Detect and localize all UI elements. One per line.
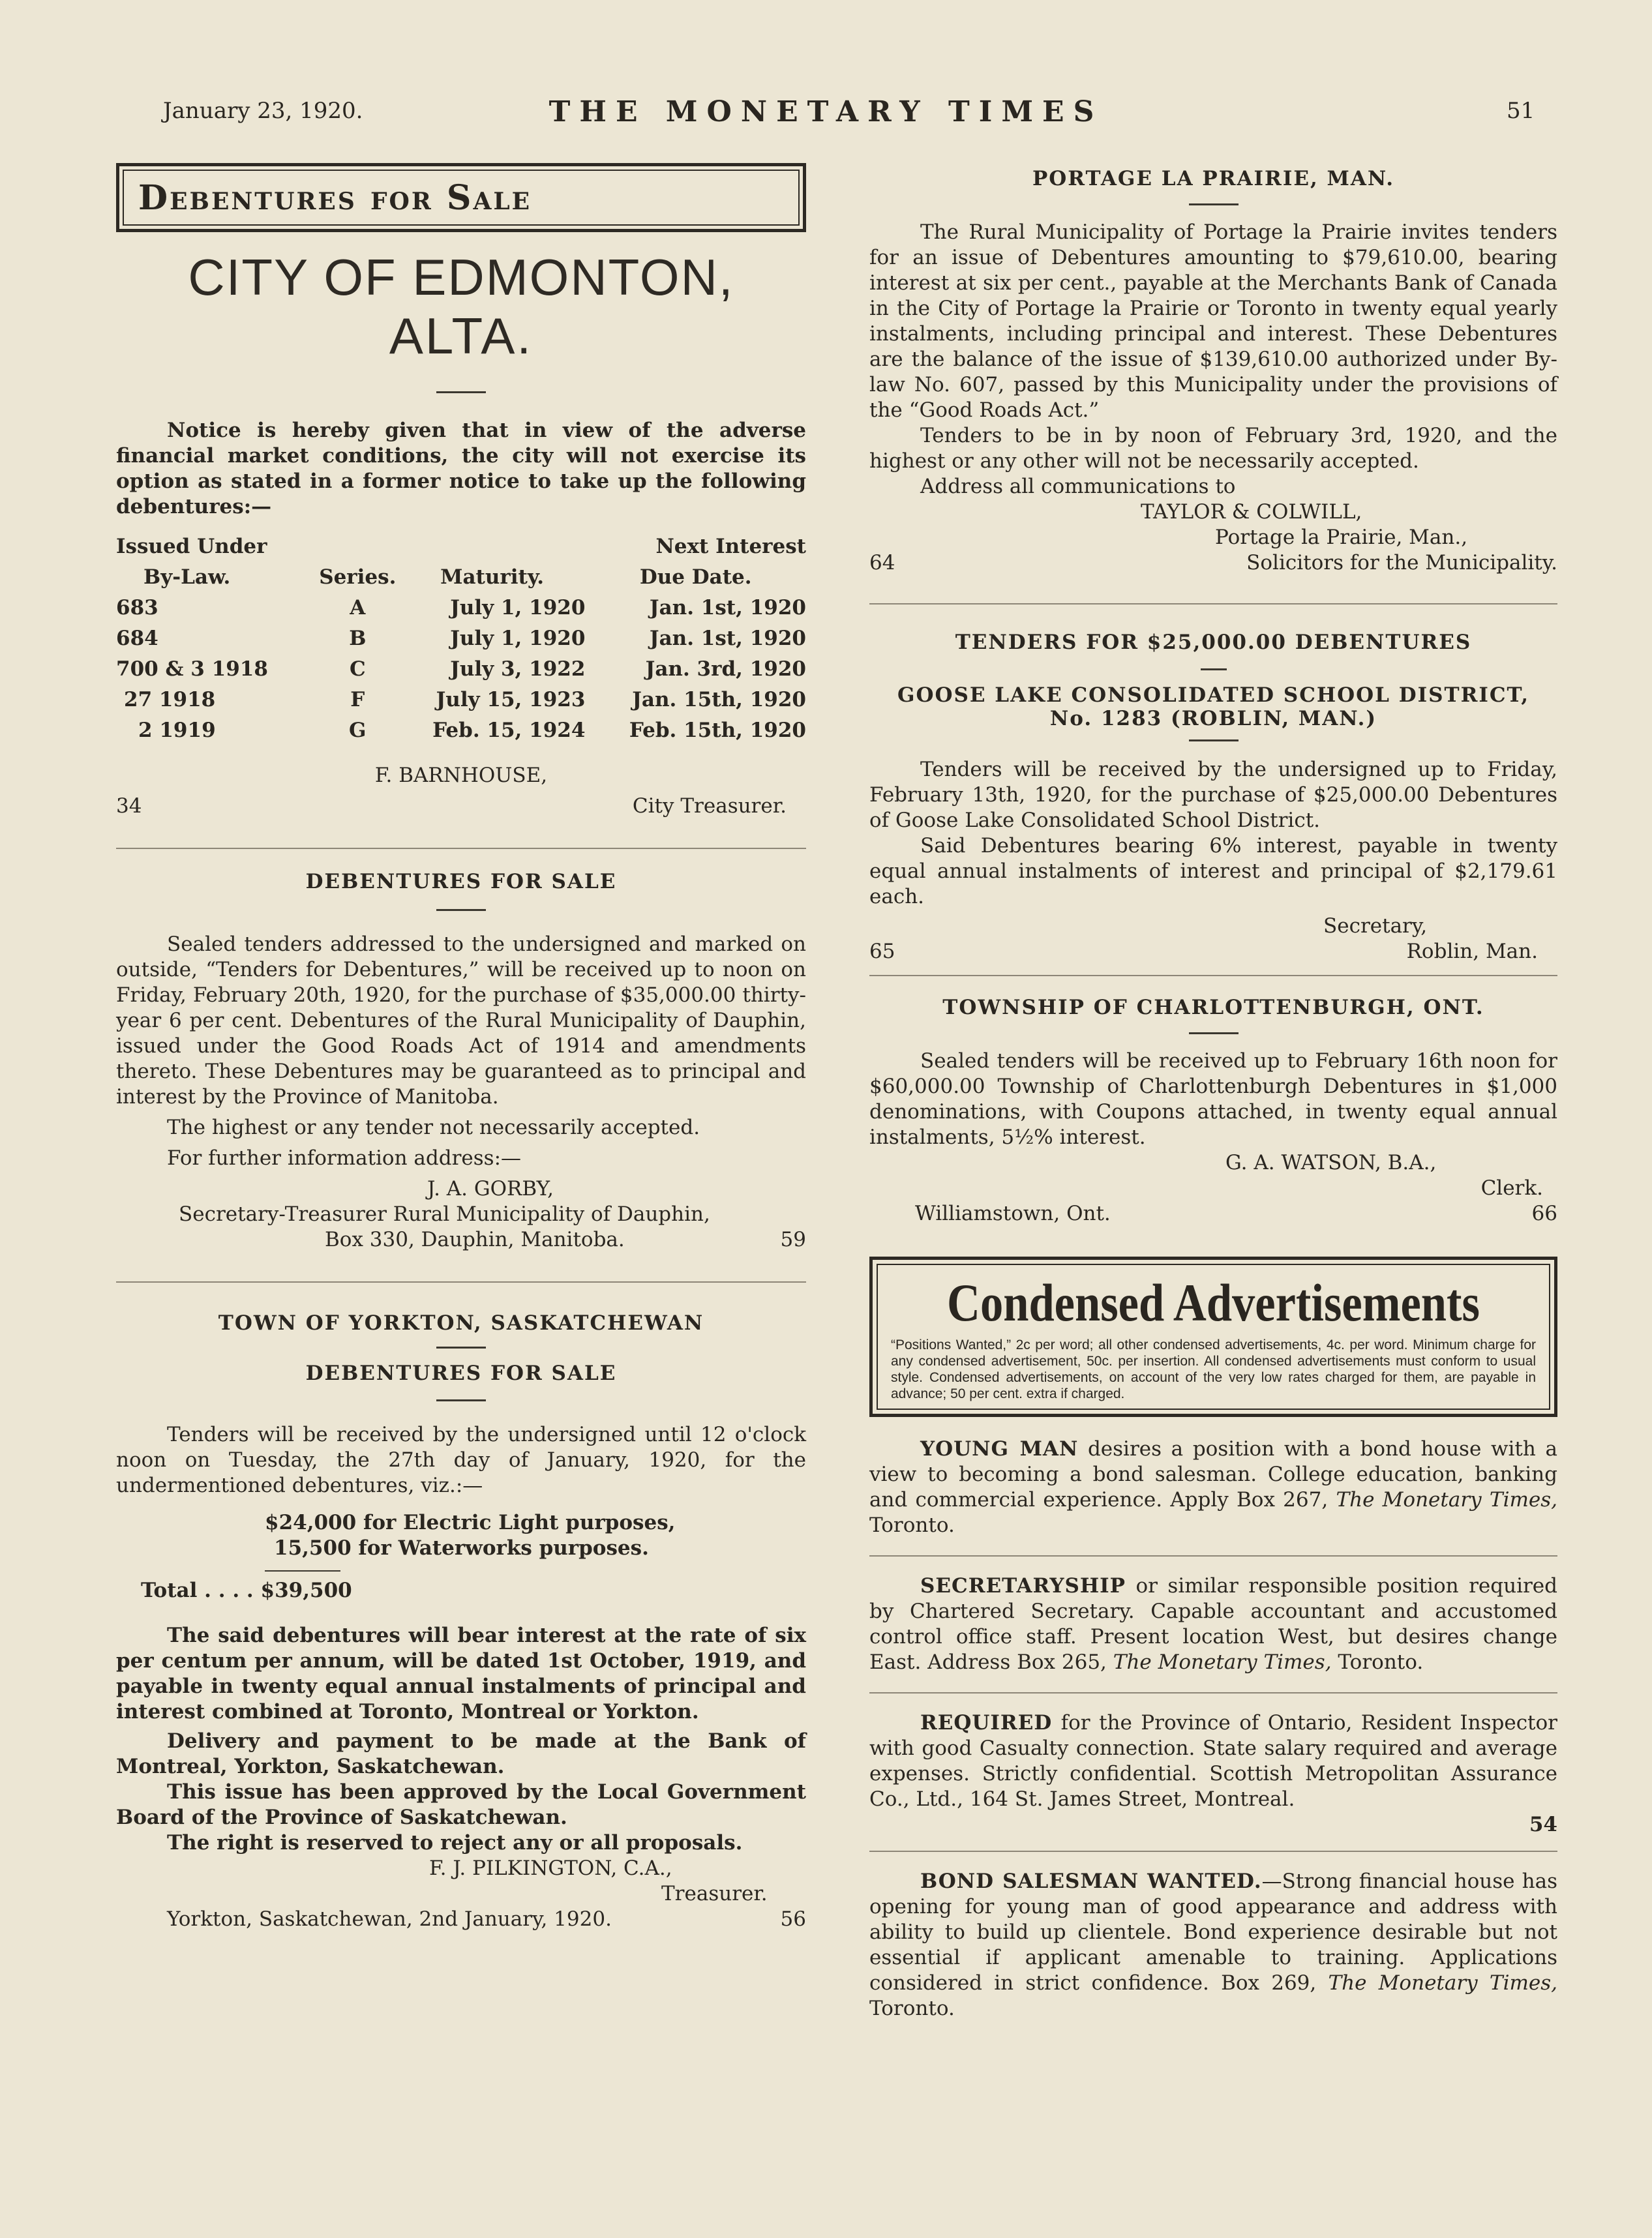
cell-maturity: Feb. 15, 1924 (432, 719, 586, 742)
yorkton-p3: This issue has been approved by the Local Government Board of the Province of Saskatchewan. (116, 1780, 806, 1829)
issue-date: January 23, 1920. (163, 98, 363, 124)
header-maturity: Maturity. (440, 565, 545, 589)
header-due-date: Due Date. (639, 565, 752, 589)
goose-lake-title: TENDERS FOR $25,000.00 DEBENTURES (955, 631, 1472, 654)
dauphin-further: For further information address:— (167, 1146, 522, 1170)
yorkton-title: TOWN OF YORKTON, SASKATCHEWAN (218, 1311, 704, 1335)
total-value: $39,500 (260, 1579, 352, 1602)
section-divider (116, 1281, 806, 1283)
yorkton-total (116, 1578, 806, 1604)
divider-dash (436, 391, 486, 393)
total-rule (265, 1570, 340, 1572)
yorkton-item1: $24,000 for Electric Light purposes, (265, 1511, 676, 1534)
table-row (116, 623, 806, 654)
ad-number: 66 (1531, 1202, 1557, 1225)
classified-lead: SECRETARYSHIP (920, 1574, 1126, 1598)
yorkton-signer-title: Treasurer. (661, 1882, 768, 1905)
table-row (116, 593, 806, 623)
divider-dash (1189, 739, 1239, 741)
header-next-interest: Next Interest (655, 535, 806, 558)
cell-due-date: Jan. 15th, 1920 (632, 688, 806, 711)
masthead: THE MONETARY TIMES (548, 95, 1104, 128)
cell-series: G (349, 719, 367, 742)
section-divider (869, 1692, 1557, 1693)
charlottenburgh-body: Sealed tenders will be received up to February 16th noon for $60,000.00 Township of Charlottenburgh Debentures in $1,000 denominations, with Coupons attached, in twenty equal annual instalments, 5½% interest. (869, 1049, 1557, 1149)
cell-due-date: Feb. 15th, 1920 (629, 719, 806, 742)
divider-dash (436, 1399, 486, 1401)
cell-bylaw: 27 1918 (124, 688, 216, 711)
cell-due-date: Jan. 1st, 1920 (649, 627, 806, 650)
yorkton-signer: F. J. PILKINGTON, C.A., (429, 1857, 672, 1880)
table-header-row (116, 531, 806, 562)
publication-name: The Monetary Times, (1113, 1650, 1332, 1674)
ad-number: 64 (869, 551, 895, 574)
portage-signoff-row (869, 550, 1557, 576)
dauphin-notice (116, 870, 806, 1253)
ad-number: 34 (116, 794, 142, 818)
cell-series: F (350, 688, 365, 711)
portage-notice (869, 167, 1557, 576)
charlottenburgh-title: TOWNSHIP OF CHARLOTTENBURGH, ONT. (942, 996, 1484, 1019)
section-divider (869, 1555, 1557, 1557)
condensed-ads-box (869, 1257, 1557, 1417)
right-column (869, 167, 1557, 2022)
divider-dash (436, 909, 486, 911)
cell-bylaw: 683 (116, 596, 158, 619)
classified-lead: YOUNG MAN (920, 1437, 1079, 1461)
yorkton-item2: 15,500 for Waterworks purposes. (274, 1536, 649, 1560)
classified-ad (869, 1710, 1557, 1838)
signer-title: City Treasurer. (632, 794, 787, 818)
condensed-title: Condensed Advertisements (947, 1273, 1480, 1332)
goose-lake-subtitle-line2: No. 1283 (ROBLIN, MAN.) (1049, 707, 1377, 730)
cell-maturity: July 1, 1920 (450, 596, 586, 619)
charlottenburgh-signer-title: Clerk. (1480, 1176, 1543, 1200)
goose-lake-p2: Said Debentures bearing 6% interest, payable in twenty equal annual instalments of interest and principal of $2,179.61 each. (869, 834, 1557, 908)
goose-lake-signoff-row (869, 939, 1557, 964)
page-number: 51 (1507, 98, 1535, 124)
left-column (116, 163, 806, 1932)
section-divider (869, 603, 1557, 604)
portage-title: PORTAGE LA PRAIRIE, MAN. (1032, 167, 1395, 190)
yorkton-intro: Tenders will be received by the undersigned until 12 o'clock noon on Tuesday, the 27th day of January, 1920, for the undermentioned debentures, viz.:— (116, 1423, 806, 1497)
classified-text: desires a position with a bond house with a view to becoming a bond salesman. College education, banking and commercial experience. Apply Box 267, (869, 1437, 1557, 1512)
cell-maturity: July 3, 1922 (450, 657, 586, 681)
goose-lake-place: Roblin, Man. (1406, 940, 1538, 963)
ad-number: 56 (780, 1907, 806, 1931)
city-heading-line2: ALTA. (389, 307, 533, 365)
dauphin-highest: The highest or any tender not necessarily accepted. (167, 1116, 700, 1139)
classified-text: or similar responsible position required by Chartered Secretary. Capable accountant and accustomed control office staff. Present location West, but desires change East. Address Box 265, (869, 1574, 1557, 1674)
classified-lead: BOND SALESMAN WANTED. (920, 1870, 1262, 1893)
dauphin-signer: J. A. GORBY, (427, 1177, 554, 1201)
yorkton-p2: Delivery and payment to be made at the Bank of Montreal, Yorkton, Saskatchewan. (116, 1729, 806, 1778)
table-row (116, 715, 806, 746)
cell-bylaw: 684 (116, 627, 158, 650)
ad-number: 65 (869, 940, 895, 963)
divider-dash (1201, 668, 1227, 670)
yorkton-place-row (116, 1907, 806, 1932)
dauphin-body: Sealed tenders addressed to the undersigned and marked on outside, “Tenders for Debentures,” will be received up to noon on Friday, February 20th, 1920, for the purchase of $35,000.00 thirty-year 6 per cent. Debentures of the Rural Municipality of Dauphin, issued under the Good Roads Act of 1914 and amendments thereto. These Debentures may be guaranteed as to principal and interest by the Province of Manitoba. (116, 932, 806, 1109)
condensed-rules: “Positions Wanted,” 2c per word; all other condensed advertisements, 4c. per word. Minimum charge for any condensed advertisement, 50c. per insertion. All condensed advertisements must conform to usual style. Condensed advertisements, on account of the very low rates charged for them, are payable in advance; 50 per cent. extra if charged. (891, 1337, 1536, 1401)
edmonton-notice-text: Notice is hereby given that in view of the adverse financial market conditions, the city will not exercise its option as stated in a former notice to take up the following debentures:— (116, 419, 806, 518)
section-divider (869, 975, 1557, 976)
classified-tail: Toronto. (869, 1997, 955, 2020)
classified-tail: Toronto. (1331, 1650, 1424, 1674)
publication-name: The Monetary Times, (1336, 1488, 1557, 1512)
classified-ad (869, 1574, 1557, 1675)
classified-tail: Toronto. (869, 1514, 955, 1537)
ad-number: 59 (780, 1228, 806, 1251)
goose-lake-secretary: Secretary, (1323, 914, 1428, 938)
dauphin-address-row (116, 1227, 806, 1253)
table-row (116, 654, 806, 685)
charlottenburgh-notice (869, 996, 1557, 1227)
yorkton-p4: The right is reserved to reject any or all proposals. (167, 1831, 743, 1855)
city-heading (116, 248, 806, 365)
goose-lake-p1: Tenders will be received by the undersigned up to Friday, February 13th, 1920, for the purchase of $25,000.00 Debentures of Goose Lake Consolidated School District. (869, 758, 1557, 832)
goose-lake-subtitle-line1: GOOSE LAKE CONSOLIDATED SCHOOL DISTRICT, (897, 683, 1529, 707)
cell-bylaw: 700 & 3 1918 (116, 657, 268, 681)
table-row (116, 685, 806, 715)
debenture-table (116, 531, 806, 746)
dauphin-address: Box 330, Dauphin, Manitoba. (325, 1228, 625, 1251)
section-divider (116, 848, 806, 849)
table-header-row (116, 562, 806, 593)
banner-title: Debentures for Sale (138, 178, 532, 218)
classified-ad (869, 1869, 1557, 2022)
portage-address-all: Address all communications to (920, 475, 1236, 498)
cell-maturity: July 1, 1920 (450, 627, 586, 650)
debentures-for-sale-banner (116, 163, 806, 232)
charlottenburgh-signer: G. A. WATSON, B.A., (1225, 1151, 1437, 1174)
dauphin-signer-title: Secretary-Treasurer Rural Municipality of Dauphin, (179, 1202, 710, 1226)
classified-ad (869, 1437, 1557, 1538)
cell-series: C (349, 657, 366, 681)
cell-bylaw: 2 1919 (138, 719, 216, 742)
cell-due-date: Jan. 1st, 1920 (649, 596, 806, 619)
publication-name: The Monetary Times, (1328, 1971, 1557, 1995)
header-issued-under: Issued Under (116, 535, 267, 558)
cell-series: B (349, 627, 367, 650)
edmonton-signer: F. BARNHOUSE, (374, 764, 548, 787)
edmonton-signoff (116, 794, 806, 819)
portage-firm: TAYLOR & COLWILL, (1141, 500, 1362, 524)
portage-tenders: Tenders to be in by noon of February 3rd, 1920, and the highest or any other will not be necessarily accepted. (869, 424, 1557, 473)
ad-number: 54 (1529, 1813, 1557, 1836)
goose-lake-notice (869, 631, 1557, 964)
city-heading-line1: CITY OF EDMONTON, (188, 248, 734, 306)
edmonton-notice (116, 163, 806, 819)
yorkton-place-date: Yorkton, Saskatchewan, 2nd January, 1920. (167, 1907, 612, 1931)
classified-text: —Strong financial house has opening for young man of good appearance and address with ability to build up clientele. Bond experience desirable but not essential if applicant amenable to training. Applications considered in strict confidence. Box 269, (869, 1870, 1557, 1995)
divider-dash (1189, 203, 1239, 205)
charlottenburgh-place: Williamstown, Ont. (915, 1202, 1111, 1225)
portage-body: The Rural Municipality of Portage la Prairie invites tenders for an issue of Debentures amounting to $79,610.00, bearing interest at six per cent., payable at the Merchants Bank of Canada in the City of Portage la Prairie or Toronto in twenty equal yearly instalments, including principal and interest. These Debentures are the balance of the issue of $139,610.00 authorized under By-law No. 607, passed by this Municipality under the provisions of the “Good Roads Act.” (869, 220, 1557, 422)
header-series: Series. (319, 565, 397, 589)
cell-maturity: July 15, 1923 (436, 688, 586, 711)
yorkton-notice (116, 1311, 806, 1932)
portage-city: Portage la Prairie, Man., (1215, 526, 1468, 549)
divider-dash (1189, 1032, 1239, 1034)
classified-lead: REQUIRED (920, 1711, 1053, 1735)
dauphin-title: DEBENTURES FOR SALE (305, 870, 617, 893)
cell-due-date: Jan. 3rd, 1920 (645, 657, 806, 681)
yorkton-subtitle: DEBENTURES FOR SALE (305, 1362, 617, 1385)
yorkton-p1: The said debentures will bear interest at the rate of six per centum per annum, will be dated 1st October, 1919, and payable in twenty equal annual instalments of principal and interest combined at Toronto, Montreal or Yorkton. (116, 1624, 806, 1723)
total-label: Total . . . . (141, 1579, 254, 1602)
cell-series: A (350, 596, 366, 619)
charlottenburgh-signoff-row (869, 1201, 1557, 1227)
divider-dash (436, 1347, 486, 1349)
classified-text: for the Province of Ontario, Resident Inspector with good Casualty connection. State salary required and average expenses. Strictly confidential. Scottish Metropolitan Assurance Co., Ltd., 164 St. James Street, Montreal. (869, 1711, 1557, 1811)
header-bylaw: By-Law. (143, 565, 231, 589)
section-divider (869, 1851, 1557, 1852)
portage-role: Solicitors for the Municipality. (1246, 551, 1557, 574)
